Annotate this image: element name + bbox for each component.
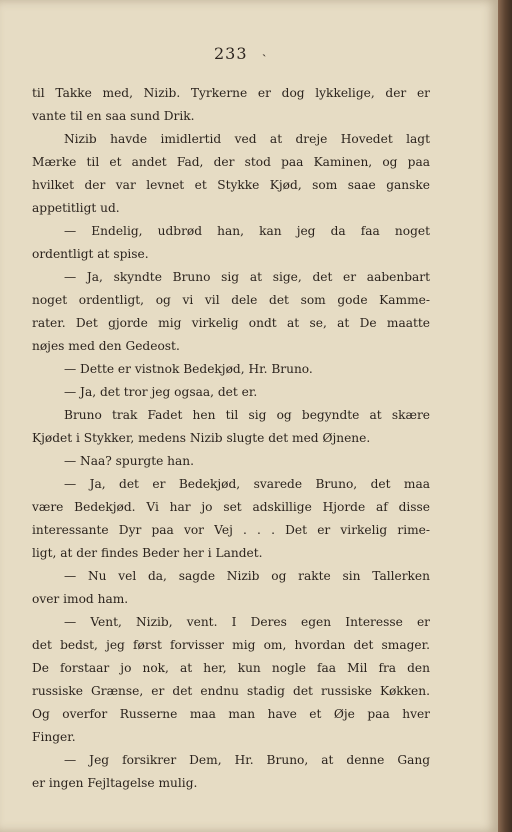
text-line: — Ja, det tror jeg ogsaa, det er. — [64, 385, 258, 399]
text-line: vante til en saa sund Drik. — [32, 109, 195, 123]
text-line: hvilket der var levnet et Stykke Kjød, som saae ganske — [32, 178, 430, 192]
text-line: russiske Grænse, er det endnu stadig det russiske Køkken. — [32, 684, 430, 698]
text-line: Bruno trak Fadet hen til sig og begyndte at skære — [64, 408, 430, 422]
text-line: Finger. — [32, 730, 76, 744]
text-line: — Naa? spurgte han. — [64, 454, 195, 468]
text-line: ligt, at der findes Beder her i Landet. — [32, 546, 263, 560]
text-line: Kjødet i Stykker, medens Nizib slugte det med Øjnene. — [32, 431, 371, 445]
page-body-text — [32, 82, 430, 795]
page-number: 233 — [214, 44, 248, 63]
text-line: over imod ham. — [32, 592, 129, 606]
text-line: til Takke med, Nizib. Tyrkerne er dog lykkelige, der er — [32, 86, 430, 100]
text-line: interessante Dyr paa vor Vej . . . Det er virkelig rime- — [32, 523, 430, 537]
text-line: — Vent, Nizib, vent. I Deres egen Interesse er — [64, 615, 430, 629]
text-line: — Nu vel da, sagde Nizib og rakte sin Tallerken — [64, 569, 430, 583]
text-line: Mærke til et andet Fad, der stod paa Kaminen, og paa — [32, 155, 430, 169]
text-line: appetitligt ud. — [32, 201, 120, 215]
text-line: — Ja, skyndte Bruno sig at sige, det er aabenbart — [64, 270, 430, 284]
text-line: være Bedekjød. Vi har jo set adskillige Hjorde af disse — [32, 500, 430, 514]
page-number-mark: ˎ — [262, 43, 267, 58]
text-line: ordentligt at spise. — [32, 247, 149, 261]
text-line: — Dette er vistnok Bedekjød, Hr. Bruno. — [64, 362, 313, 376]
text-line: rater. Det gjorde mig virkelig ondt at se, at De maatte — [32, 316, 430, 330]
text-line: noget ordentligt, og vi vil dele det som gode Kamme- — [32, 293, 430, 307]
text-line: — Jeg forsikrer Dem, Hr. Bruno, at denne Gang — [64, 753, 430, 767]
text-line: Nizib havde imidlertid ved at dreje Hovedet lagt — [64, 132, 430, 146]
text-line: — Ja, det er Bedekjød, svarede Bruno, det maa — [64, 477, 430, 491]
book-edge — [498, 0, 512, 832]
text-line: De forstaar jo nok, at her, kun nogle faa Mil fra den — [32, 661, 430, 675]
text-line: det bedst, jeg først forvisser mig om, hvordan det smager. — [32, 638, 430, 652]
text-line: nøjes med den Gedeost. — [32, 339, 180, 353]
text-line: — Endelig, udbrød han, kan jeg da faa noget — [64, 224, 430, 238]
text-line: er ingen Fejltagelse mulig. — [32, 776, 198, 790]
text-line: Og overfor Russerne maa man have et Øje paa hver — [32, 707, 430, 721]
